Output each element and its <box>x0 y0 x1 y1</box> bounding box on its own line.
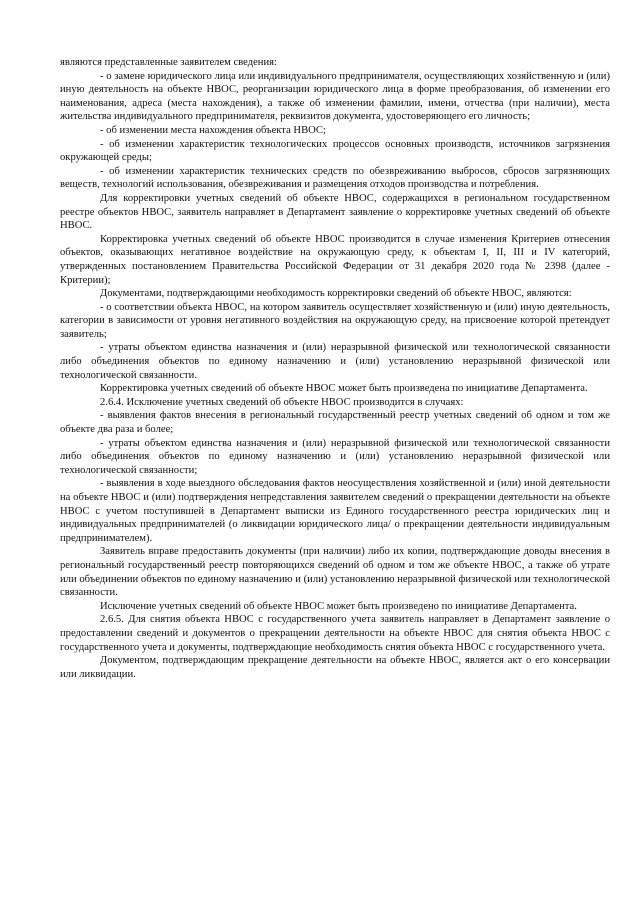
document-page <box>60 56 610 681</box>
paragraph: Корректировка учетных сведений об объекте НВОС производится в случае изменения Критериев отнесения объектов, оказывающих негативное воздействие на окружающую среду, к объектам I, II, III и IV категорий, утвержденных постановлением Правительства Российской Федерации от 31 декабря 2020 года № 2398 (далее - Критерии); <box>60 233 610 286</box>
paragraph: - об изменении места нахождения объекта НВОС; <box>100 124 326 136</box>
paragraph: - о замене юридического лица или индивидуального предпринимателя, осуществляющих хозяйственную и (или) иную деятельность на объекте НВОС, реорганизации юридического лица в форме преобразования, об изменении его наименования, адреса (места нахождения), а также об изменении фамилии, имени, отчества (при наличии), места жительства индивидуального предпринимателя, реквизитов документа, удостоверяющего его личность; <box>60 70 610 123</box>
paragraph: Документами, подтверждающими необходимость корректировки сведений об объекте НВОС, являются: <box>100 288 572 300</box>
paragraph: 2.6.4. Исключение учетных сведений об объекте НВОС производится в случаях: <box>100 396 464 408</box>
paragraph: - утраты объектом единства назначения и (или) неразрывной физической или технологической связанности либо объединения объектов по единому назначению и (или) установлению неразрывной физической или технологической связанности; <box>60 437 610 476</box>
paragraph: Документом, подтверждающим прекращение деятельности на объекте НВОС, является акт о его консервации или ликвидации. <box>60 655 610 680</box>
paragraph: - о соответствии объекта НВОС, на котором заявитель осуществляет хозяйственную и (или) иную деятельность, категории в зависимости от уровня негативного воздействия на окружающую среду, на присвоение которой претендует заявитель; <box>60 301 610 340</box>
paragraph: - утраты объектом единства назначения и (или) неразрывной физической или технологической связанности либо объединения объектов по единому назначению и (или) установлению неразрывной физической или технологической связанности. <box>60 342 610 381</box>
paragraph: 2.6.5. Для снятия объекта НВОС с государственного учета заявитель направляет в Департамент заявление о предоставлении сведений и документов о прекращении деятельности на объекте НВОС для снятия объекта НВОС с государственного учета и документы, подтверждающие необходимость снятия объекта НВОС с государственного учета. <box>60 614 610 653</box>
paragraph: Заявитель вправе предоставить документы (при наличии) либо их копии, подтверждающие доводы внесения в региональный государственный реестр повторяющихся сведений об одном и том же объекте НВОС, а также об утрате или объединении объектов по единому назначению и (или) установлению неразрывной физической или технологической связанности. <box>60 546 610 599</box>
paragraph: Корректировка учетных сведений об объекте НВОС может быть произведена по инициативе Департамента. <box>100 383 588 395</box>
paragraph: Исключение учетных сведений об объекте НВОС может быть произведено по инициативе Департамента. <box>100 600 577 612</box>
paragraph: - выявления фактов внесения в региональный государственный реестр учетных сведений об одном и том же объекте два раза и более; <box>60 410 610 436</box>
paragraph: - выявления в ходе выездного обследования фактов неосуществления хозяйственной и (или) иной деятельности на объекте НВОС и (или) подтверждения непредставления заявителем сведений о прекращении деятельности на объекте НВОС с учетом поступившей в Департамент выписки из Единого государственного реестра юридических лиц и индивидуальных предпринимателей (о ликвидации юридического лица/ о прекращении деятельности индивидуальным предпринимателем). <box>60 478 610 544</box>
paragraph: являются представленные заявителем сведения: <box>60 57 277 68</box>
paragraph: - об изменении характеристик технических средств по обезвреживанию выбросов, сбросов загрязняющих веществ, технологий использования, обезвреживания и размещения отходов производства и потребления. <box>60 165 610 191</box>
paragraph: - об изменении характеристик технологических процессов основных производств, источников загрязнения окружающей среды; <box>60 138 610 164</box>
paragraph: Для корректировки учетных сведений об объекте НВОС, содержащихся в региональном государственном реестре объектов НВОС, заявитель направляет в Департамент заявление о корректировке учетных сведений об объекте НВОС. <box>60 192 610 232</box>
